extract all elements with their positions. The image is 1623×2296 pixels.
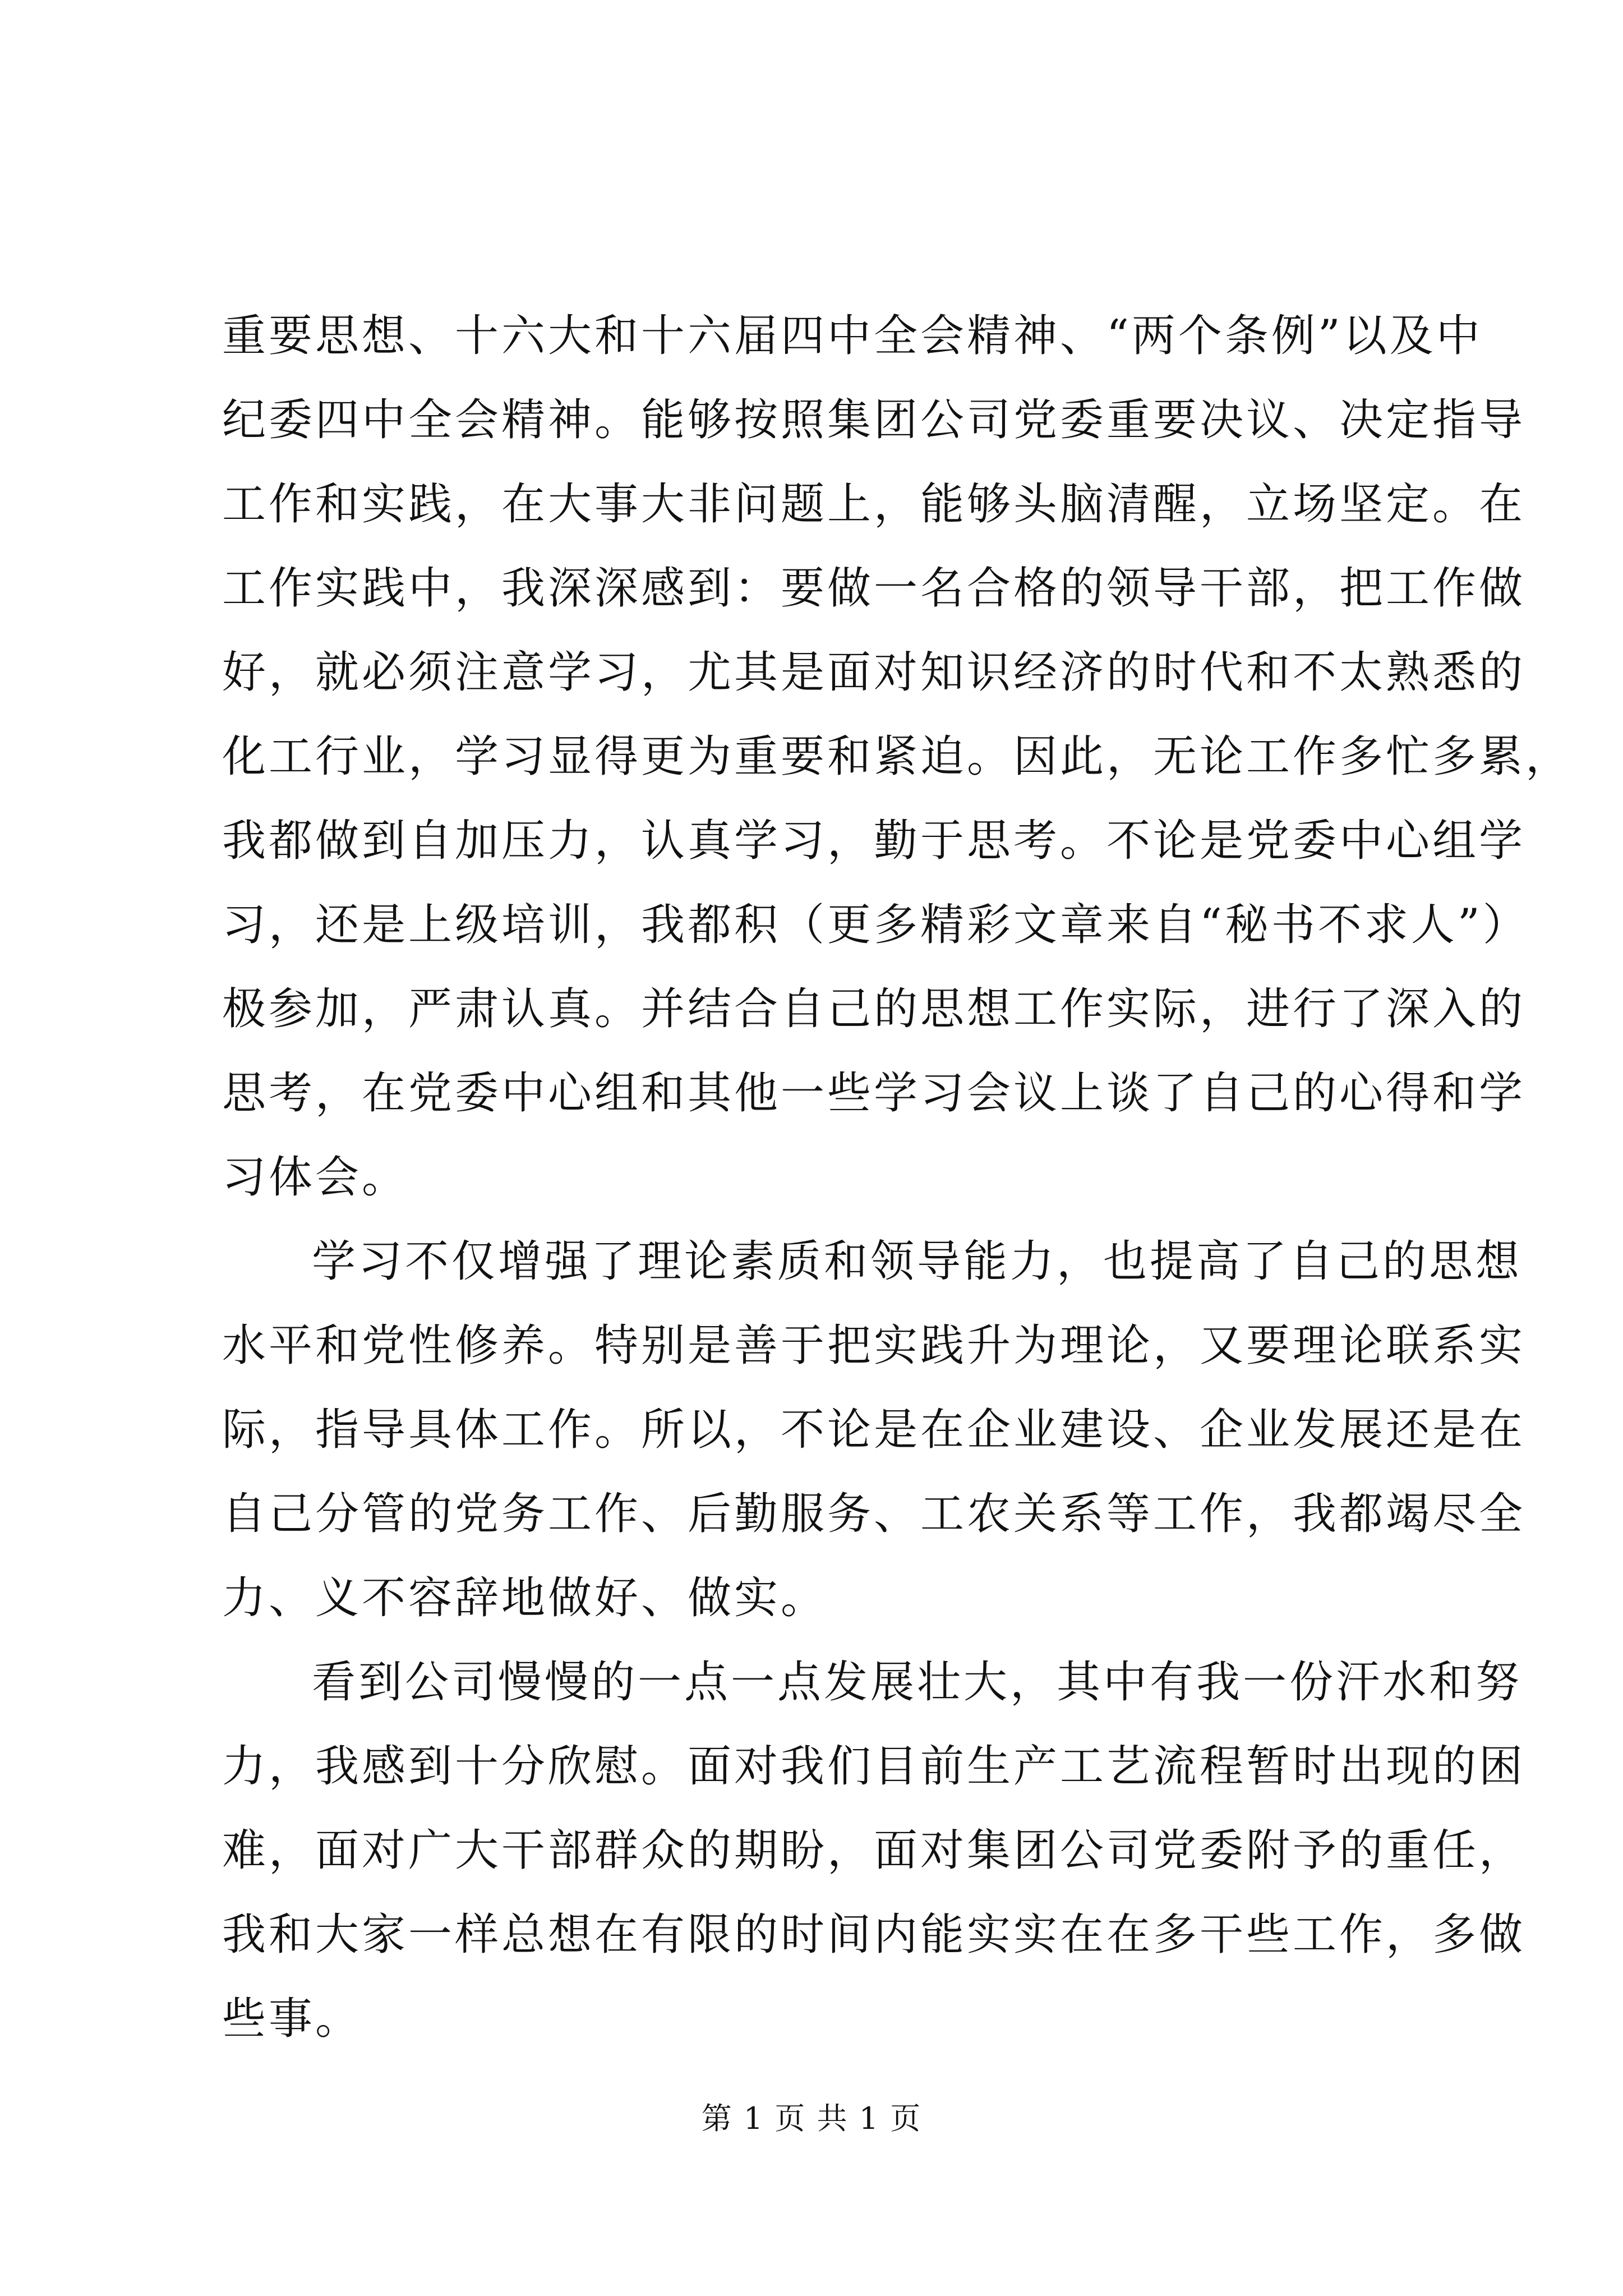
text-line: 我都做到自加压力，认真学习，勤于思考。不论是党委中心组学: [222, 816, 1526, 866]
page-number-footer: 第 1 页 共 1 页: [701, 2101, 922, 2136]
text-line: 我和大家一样总想在有限的时间内能实实在在多干些工作，多做: [222, 1910, 1526, 1960]
text-line: 纪委四中全会精神。能够按照集团公司党委重要决议、决定指导: [222, 395, 1526, 445]
text-line: 自己分管的党务工作、后勤服务、工农关系等工作，我都竭尽全: [222, 1489, 1526, 1539]
text-line: 力、义不容辞地做好、做实。: [222, 1573, 828, 1623]
text-line: 水平和党性修养。特别是善于把实践升为理论，又要理论联系实: [222, 1320, 1526, 1371]
text-line: 化工行业，学习显得更为重要和紧迫。因此，无论工作多忙多累，: [222, 731, 1573, 782]
text-line: 难，面对广大干部群众的期盼，面对集团公司党委附予的重任，: [222, 1825, 1526, 1876]
text-line: 工作实践中，我深深感到：要做一名合格的领导干部，把工作做: [222, 563, 1526, 614]
text-line: 习体会。: [222, 1152, 409, 1203]
paragraph-first-line: 学习不仅增强了理论素质和领导能力，也提高了自己的思想: [312, 1236, 1523, 1287]
text-line: 好，就必须注意学习，尤其是面对知识经济的时代和不太熟悉的: [222, 647, 1526, 698]
text-line: 习，还是上级培训，我都积（更多精彩文章来自“秘书不求人”）: [222, 900, 1529, 950]
document-body: [222, 294, 1573, 2061]
text-line: 际，指导具体工作。所以，不论是在企业建设、企业发展还是在: [222, 1405, 1526, 1455]
text-line: 重要思想、十六大和十六届四中全会精神、“两个条例”以及中: [222, 311, 1483, 361]
text-line: 工作和实践，在大事大非问题上，能够头脑清醒，立场坚定。在: [222, 479, 1526, 530]
text-line: 力，我感到十分欣慰。面对我们目前生产工艺流程暂时出现的困: [222, 1741, 1526, 1792]
text-line: 些事。: [222, 1994, 362, 2044]
paragraph-first-line: 看到公司慢慢的一点一点发展壮大，其中有我一份汗水和努: [312, 1657, 1523, 1708]
text-line: 极参加，严肃认真。并结合自己的思想工作实际，进行了深入的: [222, 984, 1526, 1034]
text-line: 思考，在党委中心组和其他一些学习会议上谈了自己的心得和学: [222, 1068, 1526, 1119]
